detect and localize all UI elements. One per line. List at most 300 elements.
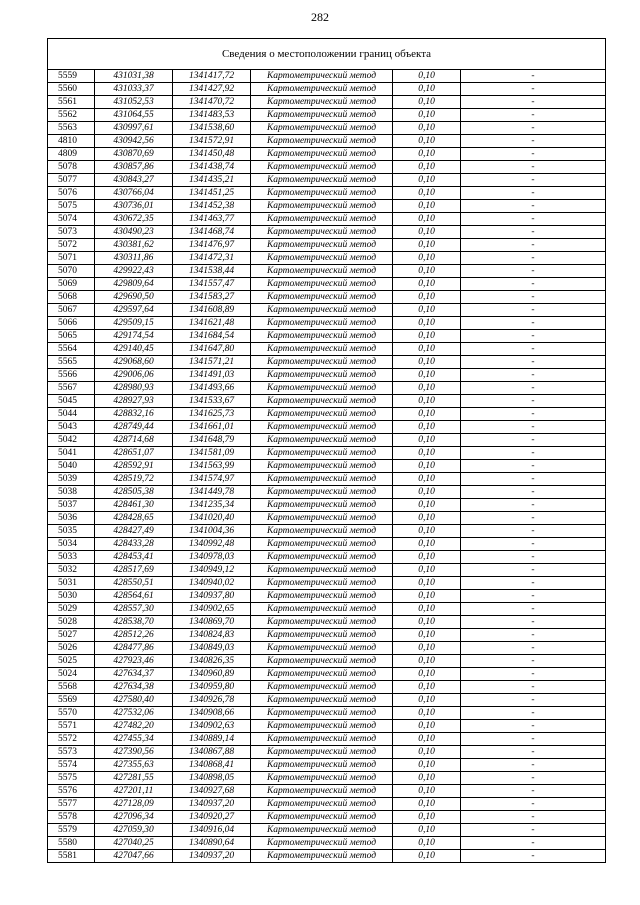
x-coordinate-cell: 428749,44 <box>95 421 173 434</box>
method-cell: Картометрический метод <box>251 486 393 499</box>
table-row <box>48 434 606 447</box>
method-cell: Картометрический метод <box>251 83 393 96</box>
accuracy-cell: 0,10 <box>393 369 461 382</box>
description-cell: - <box>461 174 606 187</box>
method-cell: Картометрический метод <box>251 213 393 226</box>
point-number-cell: 5568 <box>48 681 95 694</box>
method-cell: Картометрический метод <box>251 291 393 304</box>
point-number-cell: 5564 <box>48 343 95 356</box>
method-cell: Картометрический метод <box>251 330 393 343</box>
y-coordinate-cell: 1341470,72 <box>173 96 251 109</box>
accuracy-cell: 0,10 <box>393 122 461 135</box>
description-cell: - <box>461 434 606 447</box>
method-cell: Картометрический метод <box>251 564 393 577</box>
x-coordinate-cell: 431033,37 <box>95 83 173 96</box>
accuracy-cell: 0,10 <box>393 252 461 265</box>
accuracy-cell: 0,10 <box>393 343 461 356</box>
x-coordinate-cell: 428592,91 <box>95 460 173 473</box>
table-row <box>48 603 606 616</box>
table-row <box>48 226 606 239</box>
accuracy-cell: 0,10 <box>393 707 461 720</box>
accuracy-cell: 0,10 <box>393 395 461 408</box>
point-number-cell: 5565 <box>48 356 95 369</box>
table-row <box>48 161 606 174</box>
method-cell: Картометрический метод <box>251 772 393 785</box>
point-number-cell: 5037 <box>48 499 95 512</box>
point-number-cell: 5073 <box>48 226 95 239</box>
description-cell: - <box>461 330 606 343</box>
x-coordinate-cell: 427390,56 <box>95 746 173 759</box>
table-row <box>48 187 606 200</box>
x-coordinate-cell: 428714,68 <box>95 434 173 447</box>
accuracy-cell: 0,10 <box>393 603 461 616</box>
accuracy-cell: 0,10 <box>393 161 461 174</box>
table-row <box>48 174 606 187</box>
description-cell: - <box>461 83 606 96</box>
x-coordinate-cell: 427634,38 <box>95 681 173 694</box>
table-row <box>48 668 606 681</box>
table-row <box>48 135 606 148</box>
x-coordinate-cell: 428980,93 <box>95 382 173 395</box>
table-row <box>48 395 606 408</box>
method-cell: Картометрический метод <box>251 707 393 720</box>
accuracy-cell: 0,10 <box>393 525 461 538</box>
method-cell: Картометрический метод <box>251 187 393 200</box>
method-cell: Картометрический метод <box>251 96 393 109</box>
point-number-cell: 5032 <box>48 564 95 577</box>
description-cell: - <box>461 850 606 863</box>
point-number-cell: 5066 <box>48 317 95 330</box>
description-cell: - <box>461 681 606 694</box>
description-cell: - <box>461 668 606 681</box>
x-coordinate-cell: 429006,06 <box>95 369 173 382</box>
y-coordinate-cell: 1341468,74 <box>173 226 251 239</box>
method-cell: Картометрический метод <box>251 421 393 434</box>
x-coordinate-cell: 431064,55 <box>95 109 173 122</box>
point-number-cell: 5579 <box>48 824 95 837</box>
point-number-cell: 5039 <box>48 473 95 486</box>
accuracy-cell: 0,10 <box>393 590 461 603</box>
description-cell: - <box>461 161 606 174</box>
x-coordinate-cell: 427201,11 <box>95 785 173 798</box>
method-cell: Картометрический метод <box>251 616 393 629</box>
y-coordinate-cell: 1340937,80 <box>173 590 251 603</box>
description-cell: - <box>461 187 606 200</box>
accuracy-cell: 0,10 <box>393 772 461 785</box>
accuracy-cell: 0,10 <box>393 538 461 551</box>
y-coordinate-cell: 1341451,25 <box>173 187 251 200</box>
point-number-cell: 5065 <box>48 330 95 343</box>
table-row <box>48 382 606 395</box>
point-number-cell: 5045 <box>48 395 95 408</box>
accuracy-cell: 0,10 <box>393 616 461 629</box>
y-coordinate-cell: 1340849,03 <box>173 642 251 655</box>
description-cell: - <box>461 291 606 304</box>
method-cell: Картометрический метод <box>251 759 393 772</box>
method-cell: Картометрический метод <box>251 642 393 655</box>
description-cell: - <box>461 200 606 213</box>
x-coordinate-cell: 428651,07 <box>95 447 173 460</box>
accuracy-cell: 0,10 <box>393 447 461 460</box>
description-cell: - <box>461 109 606 122</box>
table-row <box>48 239 606 252</box>
accuracy-cell: 0,10 <box>393 655 461 668</box>
table-row <box>48 200 606 213</box>
accuracy-cell: 0,10 <box>393 135 461 148</box>
description-cell: - <box>461 278 606 291</box>
y-coordinate-cell: 1340824,83 <box>173 629 251 642</box>
description-cell: - <box>461 148 606 161</box>
table-row <box>48 330 606 343</box>
table-row <box>48 694 606 707</box>
y-coordinate-cell: 1341608,89 <box>173 304 251 317</box>
table-row <box>48 629 606 642</box>
description-cell: - <box>461 837 606 850</box>
y-coordinate-cell: 1340902,63 <box>173 720 251 733</box>
y-coordinate-cell: 1340978,03 <box>173 551 251 564</box>
description-cell: - <box>461 564 606 577</box>
description-cell: - <box>461 135 606 148</box>
method-cell: Картометрический метод <box>251 239 393 252</box>
table-row <box>48 811 606 824</box>
x-coordinate-cell: 428477,86 <box>95 642 173 655</box>
x-coordinate-cell: 427580,40 <box>95 694 173 707</box>
table-row <box>48 798 606 811</box>
y-coordinate-cell: 1341563,99 <box>173 460 251 473</box>
table-row <box>48 837 606 850</box>
method-cell: Картометрический метод <box>251 655 393 668</box>
accuracy-cell: 0,10 <box>393 798 461 811</box>
y-coordinate-cell: 1341235,34 <box>173 499 251 512</box>
method-cell: Картометрический метод <box>251 512 393 525</box>
method-cell: Картометрический метод <box>251 746 393 759</box>
point-number-cell: 5043 <box>48 421 95 434</box>
method-cell: Картометрический метод <box>251 317 393 330</box>
accuracy-cell: 0,10 <box>393 824 461 837</box>
point-number-cell: 5044 <box>48 408 95 421</box>
y-coordinate-cell: 1341417,72 <box>173 70 251 83</box>
table-row <box>48 720 606 733</box>
point-number-cell: 5027 <box>48 629 95 642</box>
y-coordinate-cell: 1341435,21 <box>173 174 251 187</box>
point-number-cell: 5070 <box>48 265 95 278</box>
method-cell: Картометрический метод <box>251 356 393 369</box>
x-coordinate-cell: 428433,28 <box>95 538 173 551</box>
table-row <box>48 785 606 798</box>
method-cell: Картометрический метод <box>251 681 393 694</box>
table-row <box>48 213 606 226</box>
description-cell: - <box>461 460 606 473</box>
table-row <box>48 499 606 512</box>
point-number-cell: 5573 <box>48 746 95 759</box>
method-cell: Картометрический метод <box>251 395 393 408</box>
x-coordinate-cell: 428517,69 <box>95 564 173 577</box>
description-cell: - <box>461 655 606 668</box>
table-row <box>48 421 606 434</box>
accuracy-cell: 0,10 <box>393 174 461 187</box>
point-number-cell: 5578 <box>48 811 95 824</box>
description-cell: - <box>461 707 606 720</box>
table-row <box>48 707 606 720</box>
accuracy-cell: 0,10 <box>393 200 461 213</box>
y-coordinate-cell: 1340927,68 <box>173 785 251 798</box>
point-number-cell: 5566 <box>48 369 95 382</box>
description-cell: - <box>461 70 606 83</box>
table-row <box>48 850 606 863</box>
description-cell: - <box>461 759 606 772</box>
y-coordinate-cell: 1340826,35 <box>173 655 251 668</box>
description-cell: - <box>461 720 606 733</box>
description-cell: - <box>461 499 606 512</box>
y-coordinate-cell: 1341004,36 <box>173 525 251 538</box>
table-row <box>48 278 606 291</box>
method-cell: Картометрический метод <box>251 434 393 447</box>
description-cell: - <box>461 629 606 642</box>
accuracy-cell: 0,10 <box>393 746 461 759</box>
table-row <box>48 616 606 629</box>
x-coordinate-cell: 431031,38 <box>95 70 173 83</box>
x-coordinate-cell: 430672,35 <box>95 213 173 226</box>
point-number-cell: 5561 <box>48 96 95 109</box>
method-cell: Картометрический метод <box>251 577 393 590</box>
accuracy-cell: 0,10 <box>393 850 461 863</box>
method-cell: Картометрический метод <box>251 525 393 538</box>
y-coordinate-cell: 1341452,38 <box>173 200 251 213</box>
y-coordinate-cell: 1341463,77 <box>173 213 251 226</box>
y-coordinate-cell: 1340898,05 <box>173 772 251 785</box>
description-cell: - <box>461 213 606 226</box>
table-row <box>48 265 606 278</box>
method-cell: Картометрический метод <box>251 694 393 707</box>
y-coordinate-cell: 1341661,01 <box>173 421 251 434</box>
y-coordinate-cell: 1341647,80 <box>173 343 251 356</box>
y-coordinate-cell: 1341472,31 <box>173 252 251 265</box>
method-cell: Картометрический метод <box>251 70 393 83</box>
x-coordinate-cell: 428512,26 <box>95 629 173 642</box>
table-row <box>48 824 606 837</box>
y-coordinate-cell: 1341476,97 <box>173 239 251 252</box>
x-coordinate-cell: 429922,43 <box>95 265 173 278</box>
description-cell: - <box>461 798 606 811</box>
x-coordinate-cell: 428832,16 <box>95 408 173 421</box>
table-row <box>48 759 606 772</box>
method-cell: Картометрический метод <box>251 109 393 122</box>
point-number-cell: 5569 <box>48 694 95 707</box>
x-coordinate-cell: 429597,64 <box>95 304 173 317</box>
y-coordinate-cell: 1341621,48 <box>173 317 251 330</box>
table-row <box>48 655 606 668</box>
accuracy-cell: 0,10 <box>393 733 461 746</box>
x-coordinate-cell: 427455,34 <box>95 733 173 746</box>
y-coordinate-cell: 1341538,60 <box>173 122 251 135</box>
point-number-cell: 5580 <box>48 837 95 850</box>
point-number-cell: 5072 <box>48 239 95 252</box>
point-number-cell: 5559 <box>48 70 95 83</box>
point-number-cell: 5026 <box>48 642 95 655</box>
method-cell: Картометрический метод <box>251 720 393 733</box>
accuracy-cell: 0,10 <box>393 226 461 239</box>
accuracy-cell: 0,10 <box>393 109 461 122</box>
table-row <box>48 304 606 317</box>
point-number-cell: 5074 <box>48 213 95 226</box>
x-coordinate-cell: 428461,30 <box>95 499 173 512</box>
y-coordinate-cell: 1340889,14 <box>173 733 251 746</box>
point-number-cell: 5034 <box>48 538 95 551</box>
y-coordinate-cell: 1341581,09 <box>173 447 251 460</box>
table-row <box>48 96 606 109</box>
x-coordinate-cell: 430997,61 <box>95 122 173 135</box>
table-row <box>48 577 606 590</box>
method-cell: Картометрический метод <box>251 668 393 681</box>
method-cell: Картометрический метод <box>251 798 393 811</box>
point-number-cell: 5042 <box>48 434 95 447</box>
method-cell: Картометрический метод <box>251 837 393 850</box>
accuracy-cell: 0,10 <box>393 785 461 798</box>
point-number-cell: 5076 <box>48 187 95 200</box>
x-coordinate-cell: 428505,38 <box>95 486 173 499</box>
x-coordinate-cell: 428557,30 <box>95 603 173 616</box>
description-cell: - <box>461 395 606 408</box>
y-coordinate-cell: 1340940,02 <box>173 577 251 590</box>
x-coordinate-cell: 430843,27 <box>95 174 173 187</box>
point-number-cell: 5571 <box>48 720 95 733</box>
method-cell: Картометрический метод <box>251 252 393 265</box>
table-row <box>48 83 606 96</box>
description-cell: - <box>461 317 606 330</box>
description-cell: - <box>461 252 606 265</box>
accuracy-cell: 0,10 <box>393 96 461 109</box>
accuracy-cell: 0,10 <box>393 629 461 642</box>
table-row <box>48 525 606 538</box>
x-coordinate-cell: 429809,64 <box>95 278 173 291</box>
method-cell: Картометрический метод <box>251 174 393 187</box>
y-coordinate-cell: 1341538,44 <box>173 265 251 278</box>
x-coordinate-cell: 429174,54 <box>95 330 173 343</box>
y-coordinate-cell: 1341648,79 <box>173 434 251 447</box>
point-number-cell: 5567 <box>48 382 95 395</box>
point-number-cell: 5035 <box>48 525 95 538</box>
point-number-cell: 5038 <box>48 486 95 499</box>
x-coordinate-cell: 428550,51 <box>95 577 173 590</box>
x-coordinate-cell: 427923,46 <box>95 655 173 668</box>
description-cell: - <box>461 512 606 525</box>
x-coordinate-cell: 427096,34 <box>95 811 173 824</box>
table-row <box>48 733 606 746</box>
method-cell: Картометрический метод <box>251 278 393 291</box>
point-number-cell: 5572 <box>48 733 95 746</box>
y-coordinate-cell: 1340992,48 <box>173 538 251 551</box>
boundary-coordinates-table <box>47 38 606 863</box>
accuracy-cell: 0,10 <box>393 304 461 317</box>
table-row <box>48 252 606 265</box>
table-row <box>48 291 606 304</box>
table-row <box>48 148 606 161</box>
accuracy-cell: 0,10 <box>393 473 461 486</box>
y-coordinate-cell: 1341557,47 <box>173 278 251 291</box>
x-coordinate-cell: 428428,65 <box>95 512 173 525</box>
method-cell: Картометрический метод <box>251 161 393 174</box>
accuracy-cell: 0,10 <box>393 512 461 525</box>
description-cell: - <box>461 369 606 382</box>
x-coordinate-cell: 427482,20 <box>95 720 173 733</box>
point-number-cell: 5071 <box>48 252 95 265</box>
description-cell: - <box>461 96 606 109</box>
description-cell: - <box>461 642 606 655</box>
accuracy-cell: 0,10 <box>393 681 461 694</box>
description-cell: - <box>461 304 606 317</box>
accuracy-cell: 0,10 <box>393 434 461 447</box>
table-row <box>48 356 606 369</box>
description-cell: - <box>461 551 606 564</box>
x-coordinate-cell: 428519,72 <box>95 473 173 486</box>
method-cell: Картометрический метод <box>251 343 393 356</box>
accuracy-cell: 0,10 <box>393 499 461 512</box>
x-coordinate-cell: 430736,01 <box>95 200 173 213</box>
y-coordinate-cell: 1340908,66 <box>173 707 251 720</box>
point-number-cell: 5028 <box>48 616 95 629</box>
x-coordinate-cell: 430942,56 <box>95 135 173 148</box>
x-coordinate-cell: 427128,09 <box>95 798 173 811</box>
accuracy-cell: 0,10 <box>393 265 461 278</box>
x-coordinate-cell: 430857,86 <box>95 161 173 174</box>
x-coordinate-cell: 427355,63 <box>95 759 173 772</box>
description-cell: - <box>461 265 606 278</box>
accuracy-cell: 0,10 <box>393 408 461 421</box>
description-cell: - <box>461 122 606 135</box>
x-coordinate-cell: 430766,04 <box>95 187 173 200</box>
table-row <box>48 343 606 356</box>
accuracy-cell: 0,10 <box>393 837 461 850</box>
point-number-cell: 5563 <box>48 122 95 135</box>
x-coordinate-cell: 427040,25 <box>95 837 173 850</box>
method-cell: Картометрический метод <box>251 551 393 564</box>
point-number-cell: 5036 <box>48 512 95 525</box>
y-coordinate-cell: 1341533,67 <box>173 395 251 408</box>
y-coordinate-cell: 1340868,41 <box>173 759 251 772</box>
accuracy-cell: 0,10 <box>393 330 461 343</box>
method-cell: Картометрический метод <box>251 148 393 161</box>
point-number-cell: 5560 <box>48 83 95 96</box>
accuracy-cell: 0,10 <box>393 421 461 434</box>
x-coordinate-cell: 429140,45 <box>95 343 173 356</box>
y-coordinate-cell: 1341020,40 <box>173 512 251 525</box>
table-row <box>48 642 606 655</box>
point-number-cell: 4810 <box>48 135 95 148</box>
description-cell: - <box>461 343 606 356</box>
x-coordinate-cell: 429068,60 <box>95 356 173 369</box>
y-coordinate-cell: 1341449,78 <box>173 486 251 499</box>
description-cell: - <box>461 811 606 824</box>
method-cell: Картометрический метод <box>251 603 393 616</box>
y-coordinate-cell: 1341571,21 <box>173 356 251 369</box>
description-cell: - <box>461 421 606 434</box>
y-coordinate-cell: 1340937,20 <box>173 850 251 863</box>
x-coordinate-cell: 428427,49 <box>95 525 173 538</box>
y-coordinate-cell: 1340902,65 <box>173 603 251 616</box>
table-row <box>48 746 606 759</box>
point-number-cell: 5040 <box>48 460 95 473</box>
accuracy-cell: 0,10 <box>393 187 461 200</box>
accuracy-cell: 0,10 <box>393 239 461 252</box>
accuracy-cell: 0,10 <box>393 720 461 733</box>
description-cell: - <box>461 473 606 486</box>
method-cell: Картометрический метод <box>251 811 393 824</box>
description-cell: - <box>461 239 606 252</box>
y-coordinate-cell: 1341438,74 <box>173 161 251 174</box>
y-coordinate-cell: 1341572,91 <box>173 135 251 148</box>
y-coordinate-cell: 1340960,89 <box>173 668 251 681</box>
accuracy-cell: 0,10 <box>393 564 461 577</box>
